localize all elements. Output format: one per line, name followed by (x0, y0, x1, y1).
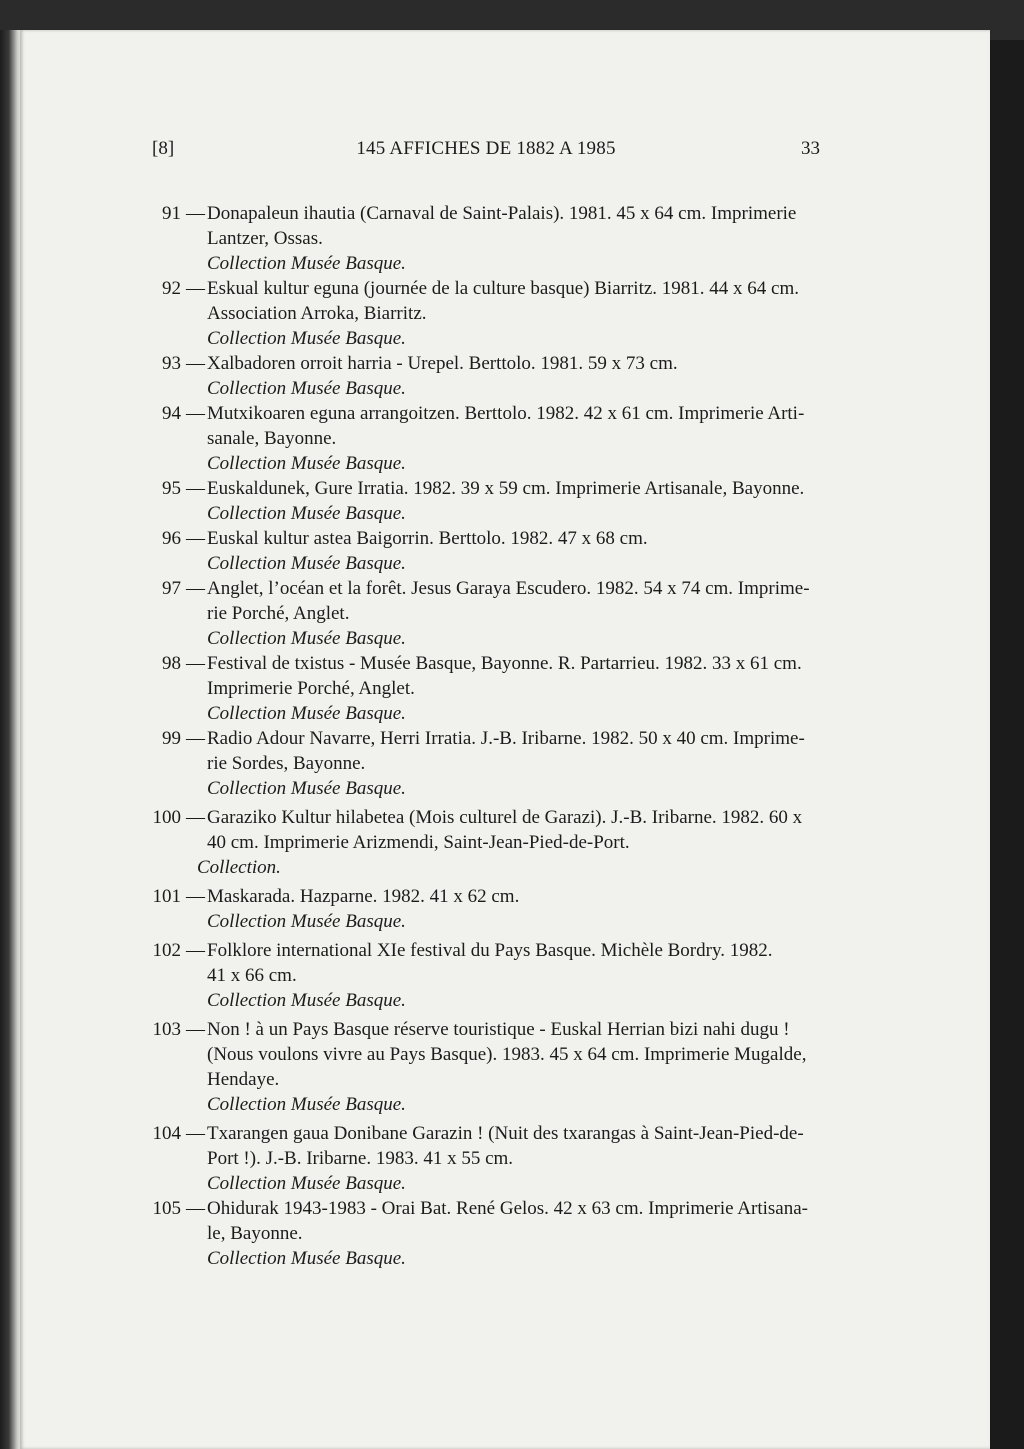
entry-dash: — (186, 353, 205, 374)
entry-collection: Collection. (197, 857, 281, 878)
entry-dash: — (186, 1198, 205, 1219)
entry-text-line: Association Arroka, Biarritz. (207, 303, 427, 324)
entry-number: 105 (152, 1198, 181, 1219)
book-gutter (0, 30, 22, 1449)
catalogue-entry (140, 476, 830, 526)
entry-dash: — (186, 940, 205, 961)
entry-number: 104 (152, 1123, 181, 1144)
entry-body (207, 1196, 830, 1271)
entry-dash: — (186, 278, 205, 299)
entry-dash: — (186, 1019, 205, 1040)
entry-body (207, 201, 830, 276)
entry-text-line: 40 cm. Imprimerie Arizmendi, Saint-Jean-Pied-de-Port. (207, 832, 630, 853)
entry-body (207, 526, 830, 576)
entry-body (207, 351, 830, 401)
page-number: 33 (801, 138, 820, 159)
entry-text-line: Eskual kultur eguna (journée de la culture basque) Biarritz. 1981. 44 x 64 cm. (207, 278, 799, 299)
entry-number: 94 (162, 403, 181, 424)
entry-text-line: Xalbadoren orroit harria - Urepel. Berttolo. 1981. 59 x 73 cm. (207, 353, 678, 374)
entry-text-line: le, Bayonne. (207, 1223, 303, 1244)
entry-dash: — (186, 478, 205, 499)
entry-number: 91 (162, 203, 181, 224)
entry-dash: — (186, 578, 205, 599)
entry-body (207, 651, 830, 726)
entry-text-line: Donapaleun ihautia (Carnaval de Saint-Palais). 1981. 45 x 64 cm. Imprimerie (207, 203, 797, 224)
entry-body (207, 476, 830, 526)
entry-dash: — (186, 1123, 205, 1144)
entry-text-line: Maskarada. Hazparne. 1982. 41 x 62 cm. (207, 886, 520, 907)
entry-text-line: Anglet, l’océan et la forêt. Jesus Garaya Escudero. 1982. 54 x 74 cm. Imprime- (207, 578, 810, 599)
entry-text-line: Ohidurak 1943-1983 - Orai Bat. René Gelos. 42 x 63 cm. Imprimerie Artisana- (207, 1198, 808, 1219)
entry-text-line: Radio Adour Navarre, Herri Irratia. J.-B. Iribarne. 1982. 50 x 40 cm. Imprime- (207, 728, 805, 749)
catalogue-entry (140, 726, 830, 801)
entry-text-line: Hendaye. (207, 1069, 280, 1090)
entry-text-line: Festival de txistus - Musée Basque, Bayonne. R. Partarrieu. 1982. 33 x 61 cm. (207, 653, 802, 674)
entry-text-line: Euskal kultur astea Baigorrin. Berttolo. 1982. 47 x 68 cm. (207, 528, 648, 549)
entry-text-line: (Nous voulons vivre au Pays Basque). 1983. 45 x 64 cm. Imprimerie Mugalde, (207, 1044, 807, 1065)
catalogue-entry (140, 351, 830, 401)
entry-collection: Collection Musée Basque. (207, 1094, 406, 1115)
catalogue-entry (140, 201, 830, 276)
entry-text-line: Imprimerie Porché, Anglet. (207, 678, 415, 699)
entry-number: 92 (162, 278, 181, 299)
entry-number: 98 (162, 653, 181, 674)
entry-collection: Collection Musée Basque. (207, 453, 406, 474)
scan-background-strip (990, 40, 1024, 1449)
entry-collection: Collection Musée Basque. (207, 703, 406, 724)
entry-body (207, 576, 830, 651)
entry-text-line: Lantzer, Ossas. (207, 228, 323, 249)
entry-body (207, 884, 830, 934)
catalogue-entry (140, 401, 830, 476)
entry-text-line: Folklore international XIe festival du Pays Basque. Michèle Bordry. 1982. (207, 940, 773, 961)
entry-number: 96 (162, 528, 181, 549)
catalogue-entry (140, 651, 830, 726)
entry-number: 100 (152, 807, 181, 828)
entry-collection: Collection Musée Basque. (207, 1248, 406, 1269)
entry-text-line: rie Sordes, Bayonne. (207, 753, 366, 774)
entry-body (207, 938, 830, 1013)
entry-dash: — (186, 728, 205, 749)
entry-text-line: sanale, Bayonne. (207, 428, 337, 449)
entry-body (207, 1017, 830, 1117)
entry-text-line: Garaziko Kultur hilabetea (Mois culturel de Garazi). J.-B. Iribarne. 1982. 60 x (207, 807, 803, 828)
catalogue-entry (140, 276, 830, 351)
entry-number: 97 (162, 578, 181, 599)
entry-body (207, 726, 830, 801)
catalogue-entry (140, 884, 830, 934)
catalogue-entry (140, 1017, 830, 1117)
entry-number: 102 (152, 940, 181, 961)
entry-collection: Collection Musée Basque. (207, 628, 406, 649)
entry-text-line: Port !). J.-B. Iribarne. 1983. 41 x 55 cm. (207, 1148, 514, 1169)
entry-number: 93 (162, 353, 181, 374)
section-number: [8] (152, 138, 175, 159)
entry-text-line: Mutxikoaren eguna arrangoitzen. Berttolo. 1982. 42 x 61 cm. Imprimerie Arti- (207, 403, 805, 424)
entry-text-line: Non ! à un Pays Basque réserve touristique - Euskal Herrian bizi nahi dugu ! (207, 1019, 790, 1040)
entry-body (207, 276, 830, 351)
entry-number: 101 (152, 886, 181, 907)
entry-dash: — (186, 403, 205, 424)
catalogue-entry (140, 805, 830, 880)
entry-number: 103 (152, 1019, 181, 1040)
entry-collection: Collection Musée Basque. (207, 553, 406, 574)
entry-collection: Collection Musée Basque. (207, 911, 406, 932)
catalogue-entry (140, 1121, 830, 1196)
catalogue-entry (140, 1196, 830, 1271)
entry-collection: Collection Musée Basque. (207, 503, 406, 524)
catalogue-entry (140, 526, 830, 576)
entry-body (197, 805, 830, 880)
entry-number: 99 (162, 728, 181, 749)
catalogue-entries (140, 201, 830, 1271)
entry-text-line: Euskaldunek, Gure Irratia. 1982. 39 x 59 cm. Imprimerie Artisanale, Bayonne. (207, 478, 805, 499)
entry-number: 95 (162, 478, 181, 499)
entry-collection: Collection Musée Basque. (207, 328, 406, 349)
entry-text-line: 41 x 66 cm. (207, 965, 297, 986)
running-title: 145 AFFICHES DE 1882 A 1985 (356, 138, 616, 159)
catalogue-entry (140, 576, 830, 651)
entry-text-line: rie Porché, Anglet. (207, 603, 350, 624)
entry-collection: Collection Musée Basque. (207, 253, 406, 274)
entry-dash: — (186, 807, 205, 828)
entry-dash: — (186, 203, 205, 224)
entry-dash: — (186, 528, 205, 549)
entry-collection: Collection Musée Basque. (207, 778, 406, 799)
entry-dash: — (186, 653, 205, 674)
entry-collection: Collection Musée Basque. (207, 990, 406, 1011)
entry-dash: — (186, 886, 205, 907)
entry-collection: Collection Musée Basque. (207, 378, 406, 399)
entry-collection: Collection Musée Basque. (207, 1173, 406, 1194)
entry-text-line: Txarangen gaua Donibane Garazin ! (Nuit des txarangas à Saint-Jean-Pied-de- (207, 1123, 804, 1144)
running-header (152, 138, 820, 168)
catalogue-entry (140, 938, 830, 1013)
entry-body (207, 1121, 830, 1196)
entry-body (207, 401, 830, 476)
